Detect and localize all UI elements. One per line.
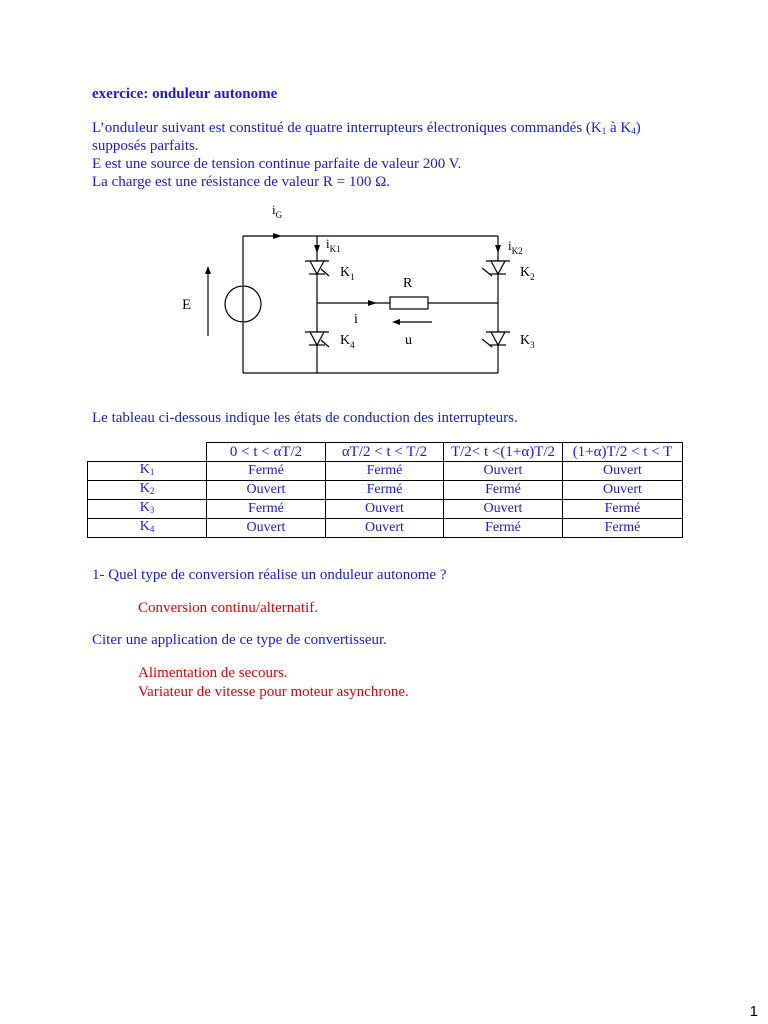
table-row [88, 481, 683, 500]
table-cell: Ouvert [444, 462, 563, 481]
table-header-cell: (1+α)T/2 < t < T [563, 443, 683, 462]
table-cell: Ouvert [563, 462, 683, 481]
question-1: 1- Quel type de conversion réalise un onduleur autonome ? [92, 567, 447, 583]
table-cell: Ouvert [563, 481, 683, 500]
ig-label: $i_G$ [272, 202, 283, 220]
table-cell: Fermé [207, 500, 326, 519]
row-label-k3: $K_3$ [88, 500, 207, 519]
table-header-cell: 0 < t < αT/2 [207, 443, 326, 462]
table-cell: Fermé [444, 519, 563, 538]
table-row [88, 519, 683, 538]
table-cell: Fermé [207, 462, 326, 481]
table-cell: Ouvert [326, 500, 444, 519]
table-cell: Ouvert [207, 481, 326, 500]
table-cell: Fermé [444, 481, 563, 500]
ik2-label: $i_{K2}$ [508, 238, 523, 256]
table-cell: Fermé [563, 519, 683, 538]
row-label-k4: $K_4$ [88, 519, 207, 538]
k1-label: $K_1$ [340, 265, 355, 282]
row-label-k1: $K_1$ [88, 462, 207, 481]
question-2: Citer une application de ce type de convertisseur. [92, 632, 387, 648]
page-number: 1 [749, 1003, 758, 1020]
ig-arrow-head [273, 233, 282, 239]
thyristor-k1-symbol [305, 261, 329, 276]
e-arrow-head [205, 266, 211, 274]
u-arrow-head [392, 319, 400, 325]
thyristor-k4-symbol [305, 332, 329, 347]
i-label: i [354, 312, 358, 327]
resistor-symbol [390, 297, 428, 309]
answer-2-line-2: Variateur de vitesse pour moteur asynchrone. [138, 684, 409, 700]
exercise-title: exercice: onduleur autonome [92, 86, 278, 102]
intro-line-1: L’onduleur suivant est constitué de quatre interrupteurs électroniques commandés ($K_1$ à $K_4$) [92, 120, 641, 136]
table-row [88, 500, 683, 519]
e-label: E [182, 297, 192, 313]
table-header-row [88, 443, 683, 462]
ik2-arrow-head [495, 245, 501, 253]
thyristor-k2-symbol [482, 261, 510, 276]
u-label: u [405, 333, 412, 348]
i-arrow-head [368, 300, 377, 306]
thyristor-k3-symbol [482, 332, 510, 347]
row-label-k2: $K_2$ [88, 481, 207, 500]
table-cell: Fermé [326, 481, 444, 500]
table-cell: Ouvert [444, 500, 563, 519]
inverter-circuit-diagram [170, 196, 550, 386]
k2-label: $K_2$ [520, 265, 535, 282]
k3-label: $K_3$ [520, 333, 535, 350]
table-header-cell: T/2< t <(1+α)T/2 [444, 443, 563, 462]
table-intro: Le tableau ci-dessous indique les états de conduction des interrupteurs. [92, 410, 518, 426]
conduction-states-table [87, 442, 683, 538]
k4-label: $K_4$ [340, 333, 355, 350]
intro-line-2: supposés parfaits. [92, 138, 199, 154]
table-cell: Ouvert [326, 519, 444, 538]
intro-line-4: La charge est une résistance de valeur R = 100 Ω. [92, 174, 390, 190]
ik1-label: $i_{K1}$ [326, 236, 341, 254]
answer-2-line-1: Alimentation de secours. [138, 665, 288, 681]
r-label: R [403, 276, 413, 291]
intro-line-3: E est une source de tension continue parfaite de valeur 200 V. [92, 156, 462, 172]
table-cell: Fermé [563, 500, 683, 519]
table-row [88, 462, 683, 481]
table-cell: Fermé [326, 462, 444, 481]
table-cell: Ouvert [207, 519, 326, 538]
table-header-cell: αT/2 < t < T/2 [326, 443, 444, 462]
answer-1: Conversion continu/alternatif. [138, 600, 318, 616]
table-corner-cell [88, 443, 207, 462]
ik1-arrow-head [314, 245, 320, 253]
